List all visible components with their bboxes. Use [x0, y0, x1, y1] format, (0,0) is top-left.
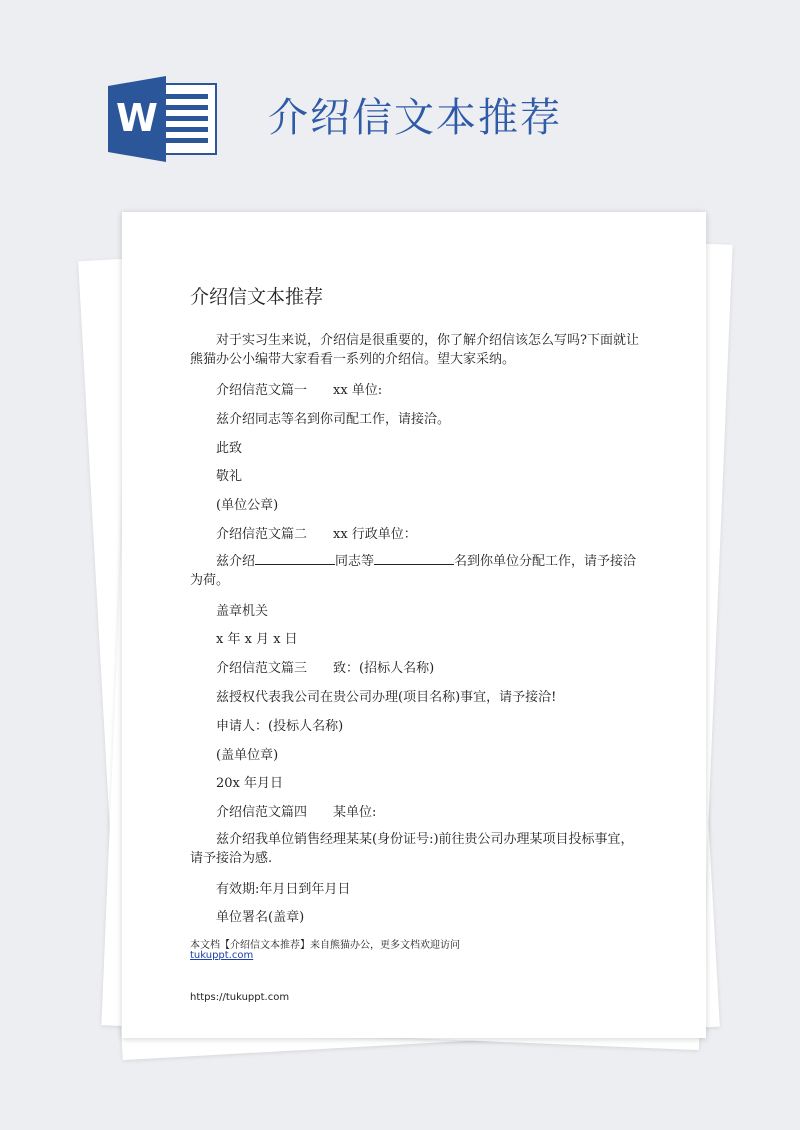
section-1-closing-1: 此致 [216, 441, 243, 456]
section-3-seal: (盖单位章) [216, 748, 279, 763]
document-title: 介绍信文本推荐 [190, 286, 324, 308]
section-1-heading: 介绍信范文篇一 [216, 383, 308, 398]
intro-paragraph: 对于实习生来说，介绍信是很重要的，你了解介绍信该怎么写吗?下面就让熊猫办公小编带大家看看一系列的介绍信。望大家采纳。 [190, 333, 639, 367]
section-4-heading-line [216, 801, 376, 820]
section-2-seal: 盖章机关 [216, 604, 269, 619]
section-2-body-part-c: 名到你单位分配工作，请予接洽为荷。 [190, 554, 637, 588]
section-3-date: 20x 年月日 [216, 776, 284, 791]
section-4-signature: 单位署名(盖章) [216, 910, 305, 925]
word-logo-letter: W [116, 96, 158, 140]
section-4-validity: 有效期:年月日到年月日 [216, 882, 351, 897]
section-3-body: 兹授权代表我公司在贵公司办理(项目名称)事宜，请予接洽! [216, 690, 557, 705]
section-1-closing-2: 敬礼 [216, 469, 243, 484]
word-document-icon [108, 76, 220, 162]
footer-source-note: 本文档【介绍信文本推荐】来自熊猫办公，更多文档欢迎访问 [190, 940, 460, 951]
section-2-body-part-b: 同志等 [335, 554, 375, 569]
fill-in-blank [255, 552, 335, 565]
section-1-seal: (单位公章) [216, 498, 279, 513]
section-3-addressee: 致：(招标人名称) [333, 661, 435, 676]
section-2-date: x 年 x 月 x 日 [216, 632, 298, 647]
section-2-body [190, 552, 640, 590]
section-3-applicant: 申请人：(投标人名称) [216, 719, 344, 734]
section-2-body-part-a: 兹介绍 [216, 554, 256, 569]
header [0, 0, 800, 200]
section-2-addressee: xx 行政单位： [333, 527, 417, 542]
section-1-addressee: xx 单位: [333, 383, 383, 398]
fill-in-blank [374, 552, 454, 565]
page-title: 介绍信文本推荐 [268, 95, 562, 141]
section-4-heading: 介绍信范文篇四 [216, 805, 308, 820]
section-1-body: 兹介绍同志等名到你司配工作，请接洽。 [216, 412, 451, 427]
section-3-heading-line [216, 657, 434, 676]
section-1-heading-line [216, 379, 382, 398]
section-4-addressee: 某单位: [333, 805, 377, 820]
section-2-heading: 介绍信范文篇二 [216, 527, 308, 542]
section-4-body: 兹介绍我单位销售经理某某(身份证号:)前往贵公司办理某项目投标事宜，请予接洽为感. [190, 832, 634, 866]
section-2-heading-line [216, 523, 417, 542]
footer-url: https://tukuppt.com [190, 992, 290, 1003]
section-3-heading: 介绍信范文篇三 [216, 661, 308, 676]
footer-link[interactable]: tukuppt.com [190, 950, 254, 961]
